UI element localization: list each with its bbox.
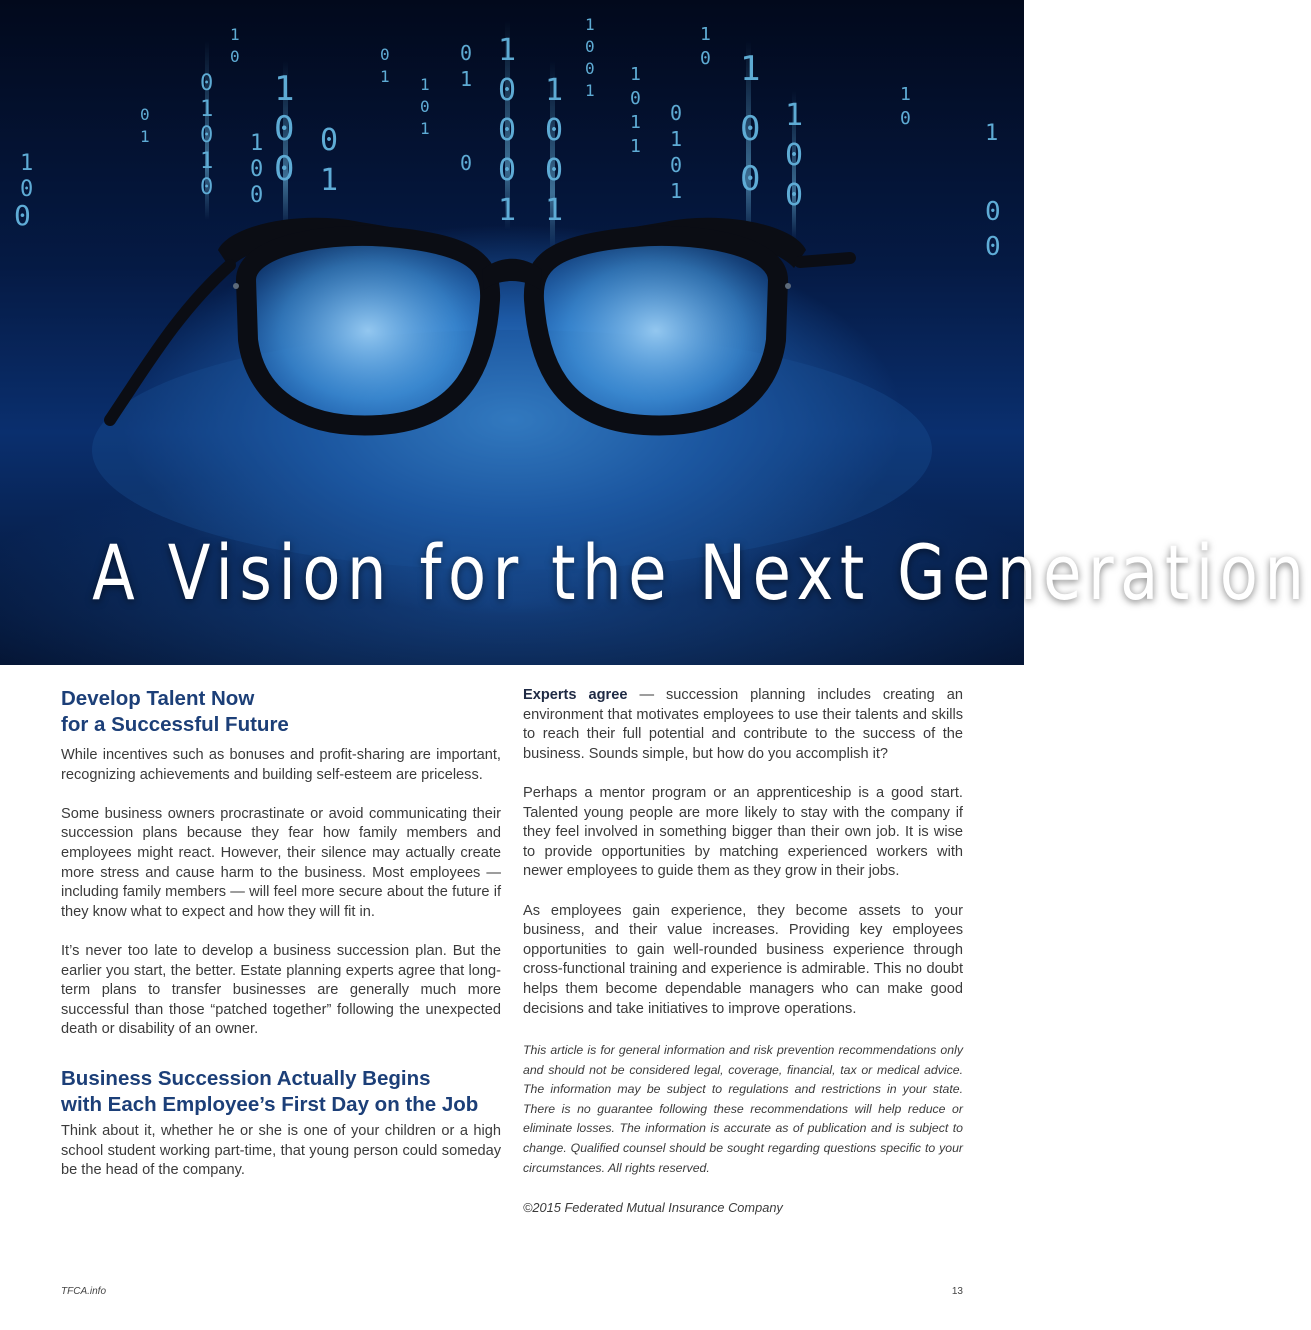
svg-text:1: 1 <box>900 84 911 105</box>
svg-text:1: 1 <box>380 67 390 86</box>
lead-bold: Experts agree <box>523 687 628 703</box>
svg-text:1: 1 <box>420 75 430 94</box>
svg-text:0: 0 <box>14 199 31 232</box>
svg-text:0: 0 <box>498 73 517 108</box>
svg-text:1: 1 <box>585 81 595 100</box>
svg-text:0: 0 <box>545 153 564 188</box>
right-column <box>523 686 963 1217</box>
svg-text:1: 1 <box>140 127 150 146</box>
paragraph: Some business owners procrastinate or avoid communicating their succession plans because they fear how family members and employees might react. However, their silence may actually create more stress and cause harm to the business. Most employees — including family members — will feel more secure about the future if they know what to expect and how they will fit in. <box>61 805 501 920</box>
svg-text:1: 1 <box>274 69 295 109</box>
svg-text:0: 0 <box>585 37 595 56</box>
svg-text:0: 0 <box>200 71 214 96</box>
svg-text:1: 1 <box>670 127 683 151</box>
page-number: 13 <box>951 1286 963 1297</box>
svg-text:1: 1 <box>630 64 641 85</box>
svg-text:0: 0 <box>250 183 264 208</box>
svg-text:0: 0 <box>585 59 595 78</box>
svg-text:1: 1 <box>630 136 641 157</box>
svg-text:0: 0 <box>460 151 473 175</box>
paragraph: As employees gain experience, they become assets to your business, and their value increases. Providing key employees opportunities to gain well-rounded business experience through cross-functional training and experience is admirable. This no doubt helps them become dependable managers who can make good decisions and take initiatives to improve operations. <box>523 902 963 1017</box>
svg-text:0: 0 <box>700 48 711 69</box>
svg-text:0: 0 <box>498 113 517 148</box>
svg-text:1: 1 <box>20 151 34 176</box>
svg-text:0: 0 <box>740 159 761 199</box>
svg-text:0: 0 <box>460 41 473 65</box>
svg-text:1: 1 <box>585 15 595 34</box>
paragraph: Think about it, whether he or she is one of your children or a high school student working part-time, that young person could someday be the head of the company. <box>61 1122 501 1179</box>
footer-site: TFCA.info <box>61 1286 107 1297</box>
svg-text:0: 0 <box>420 97 430 116</box>
svg-text:1: 1 <box>498 193 517 228</box>
paragraph: Perhaps a mentor program or an apprenticeship is a good start. Talented young people are more likely to stay with the company if they feel involved in something bigger than their own job. It is wise to provide opportunities by matching experienced workers with newer employees to guide them as they grow in their jobs. <box>523 784 963 880</box>
article-title: A Vision for the Next Generation <box>92 528 1311 617</box>
section-heading-develop-talent: Develop Talent Now for a Successful Future <box>61 687 289 736</box>
svg-text:0: 0 <box>545 113 564 148</box>
svg-text:1: 1 <box>985 121 999 146</box>
svg-text:0: 0 <box>900 108 911 129</box>
svg-text:1: 1 <box>785 98 804 133</box>
svg-text:0: 0 <box>380 45 390 64</box>
svg-text:0: 0 <box>985 197 1001 227</box>
svg-text:1: 1 <box>460 67 473 91</box>
svg-text:0: 0 <box>320 123 339 158</box>
svg-text:0: 0 <box>740 109 761 149</box>
svg-text:1: 1 <box>740 49 761 89</box>
svg-text:1: 1 <box>250 131 264 156</box>
svg-text:1: 1 <box>498 33 517 68</box>
paragraph: It’s never too late to develop a business succession plan. But the earlier you start, the better. Estate planning experts agree that long-term plans to transfer businesses are generally much more successful than those “patched together” following the unexpected death or disability of an owner. <box>61 942 501 1038</box>
svg-text:0: 0 <box>785 138 804 173</box>
svg-text:0: 0 <box>140 105 150 124</box>
svg-text:1: 1 <box>420 119 430 138</box>
svg-text:0: 0 <box>20 177 34 202</box>
binary-rain <box>14 15 1001 262</box>
svg-text:0: 0 <box>630 88 641 109</box>
disclaimer: This article is for general information and risk prevention recommendations only and should not be considered legal, coverage, financial, tax or medical advice. The information may be subject to regulations and restrictions in your state. There is no guarantee following these recommendations will help reduce or eliminate losses. The information is accurate as of publication and is subject to change. Qualified counsel should be sought regarding questions specific to your circumstances. All rights reserved. <box>523 1043 963 1175</box>
paragraph: While incentives such as bonuses and profit-sharing are important, recognizing achievements and building self-esteem are priceless. <box>61 747 501 783</box>
svg-text:0: 0 <box>200 123 214 148</box>
svg-text:0: 0 <box>200 175 214 200</box>
svg-text:1: 1 <box>670 179 683 203</box>
copyright: ©2015 Federated Mutual Insurance Company <box>523 1199 783 1215</box>
svg-text:0: 0 <box>670 153 683 177</box>
lead-paragraph: Experts agree — succession planning includes creating an environment that motivates employees to use their talents and skills to reach their full potential and contribute to the success of the business. Sounds simple, but how do you accomplish it? <box>523 687 963 762</box>
svg-text:0: 0 <box>274 109 295 149</box>
svg-text:0: 0 <box>498 153 517 188</box>
svg-text:0: 0 <box>985 232 1001 262</box>
svg-text:1: 1 <box>545 73 564 108</box>
svg-text:0: 0 <box>670 101 683 125</box>
left-column <box>61 686 501 1181</box>
svg-text:0: 0 <box>230 47 240 66</box>
svg-text:1: 1 <box>200 97 214 122</box>
svg-text:1: 1 <box>545 193 564 228</box>
svg-text:0: 0 <box>274 149 295 189</box>
svg-text:1: 1 <box>200 149 214 174</box>
section-heading-business-succession: Business Succession Actually Begins with Each Employee’s First Day on the Job <box>61 1066 479 1116</box>
svg-text:1: 1 <box>230 25 240 44</box>
svg-text:0: 0 <box>250 157 264 182</box>
svg-text:0: 0 <box>785 178 804 213</box>
svg-text:1: 1 <box>630 112 641 133</box>
svg-text:1: 1 <box>700 24 711 45</box>
svg-text:1: 1 <box>320 163 339 198</box>
